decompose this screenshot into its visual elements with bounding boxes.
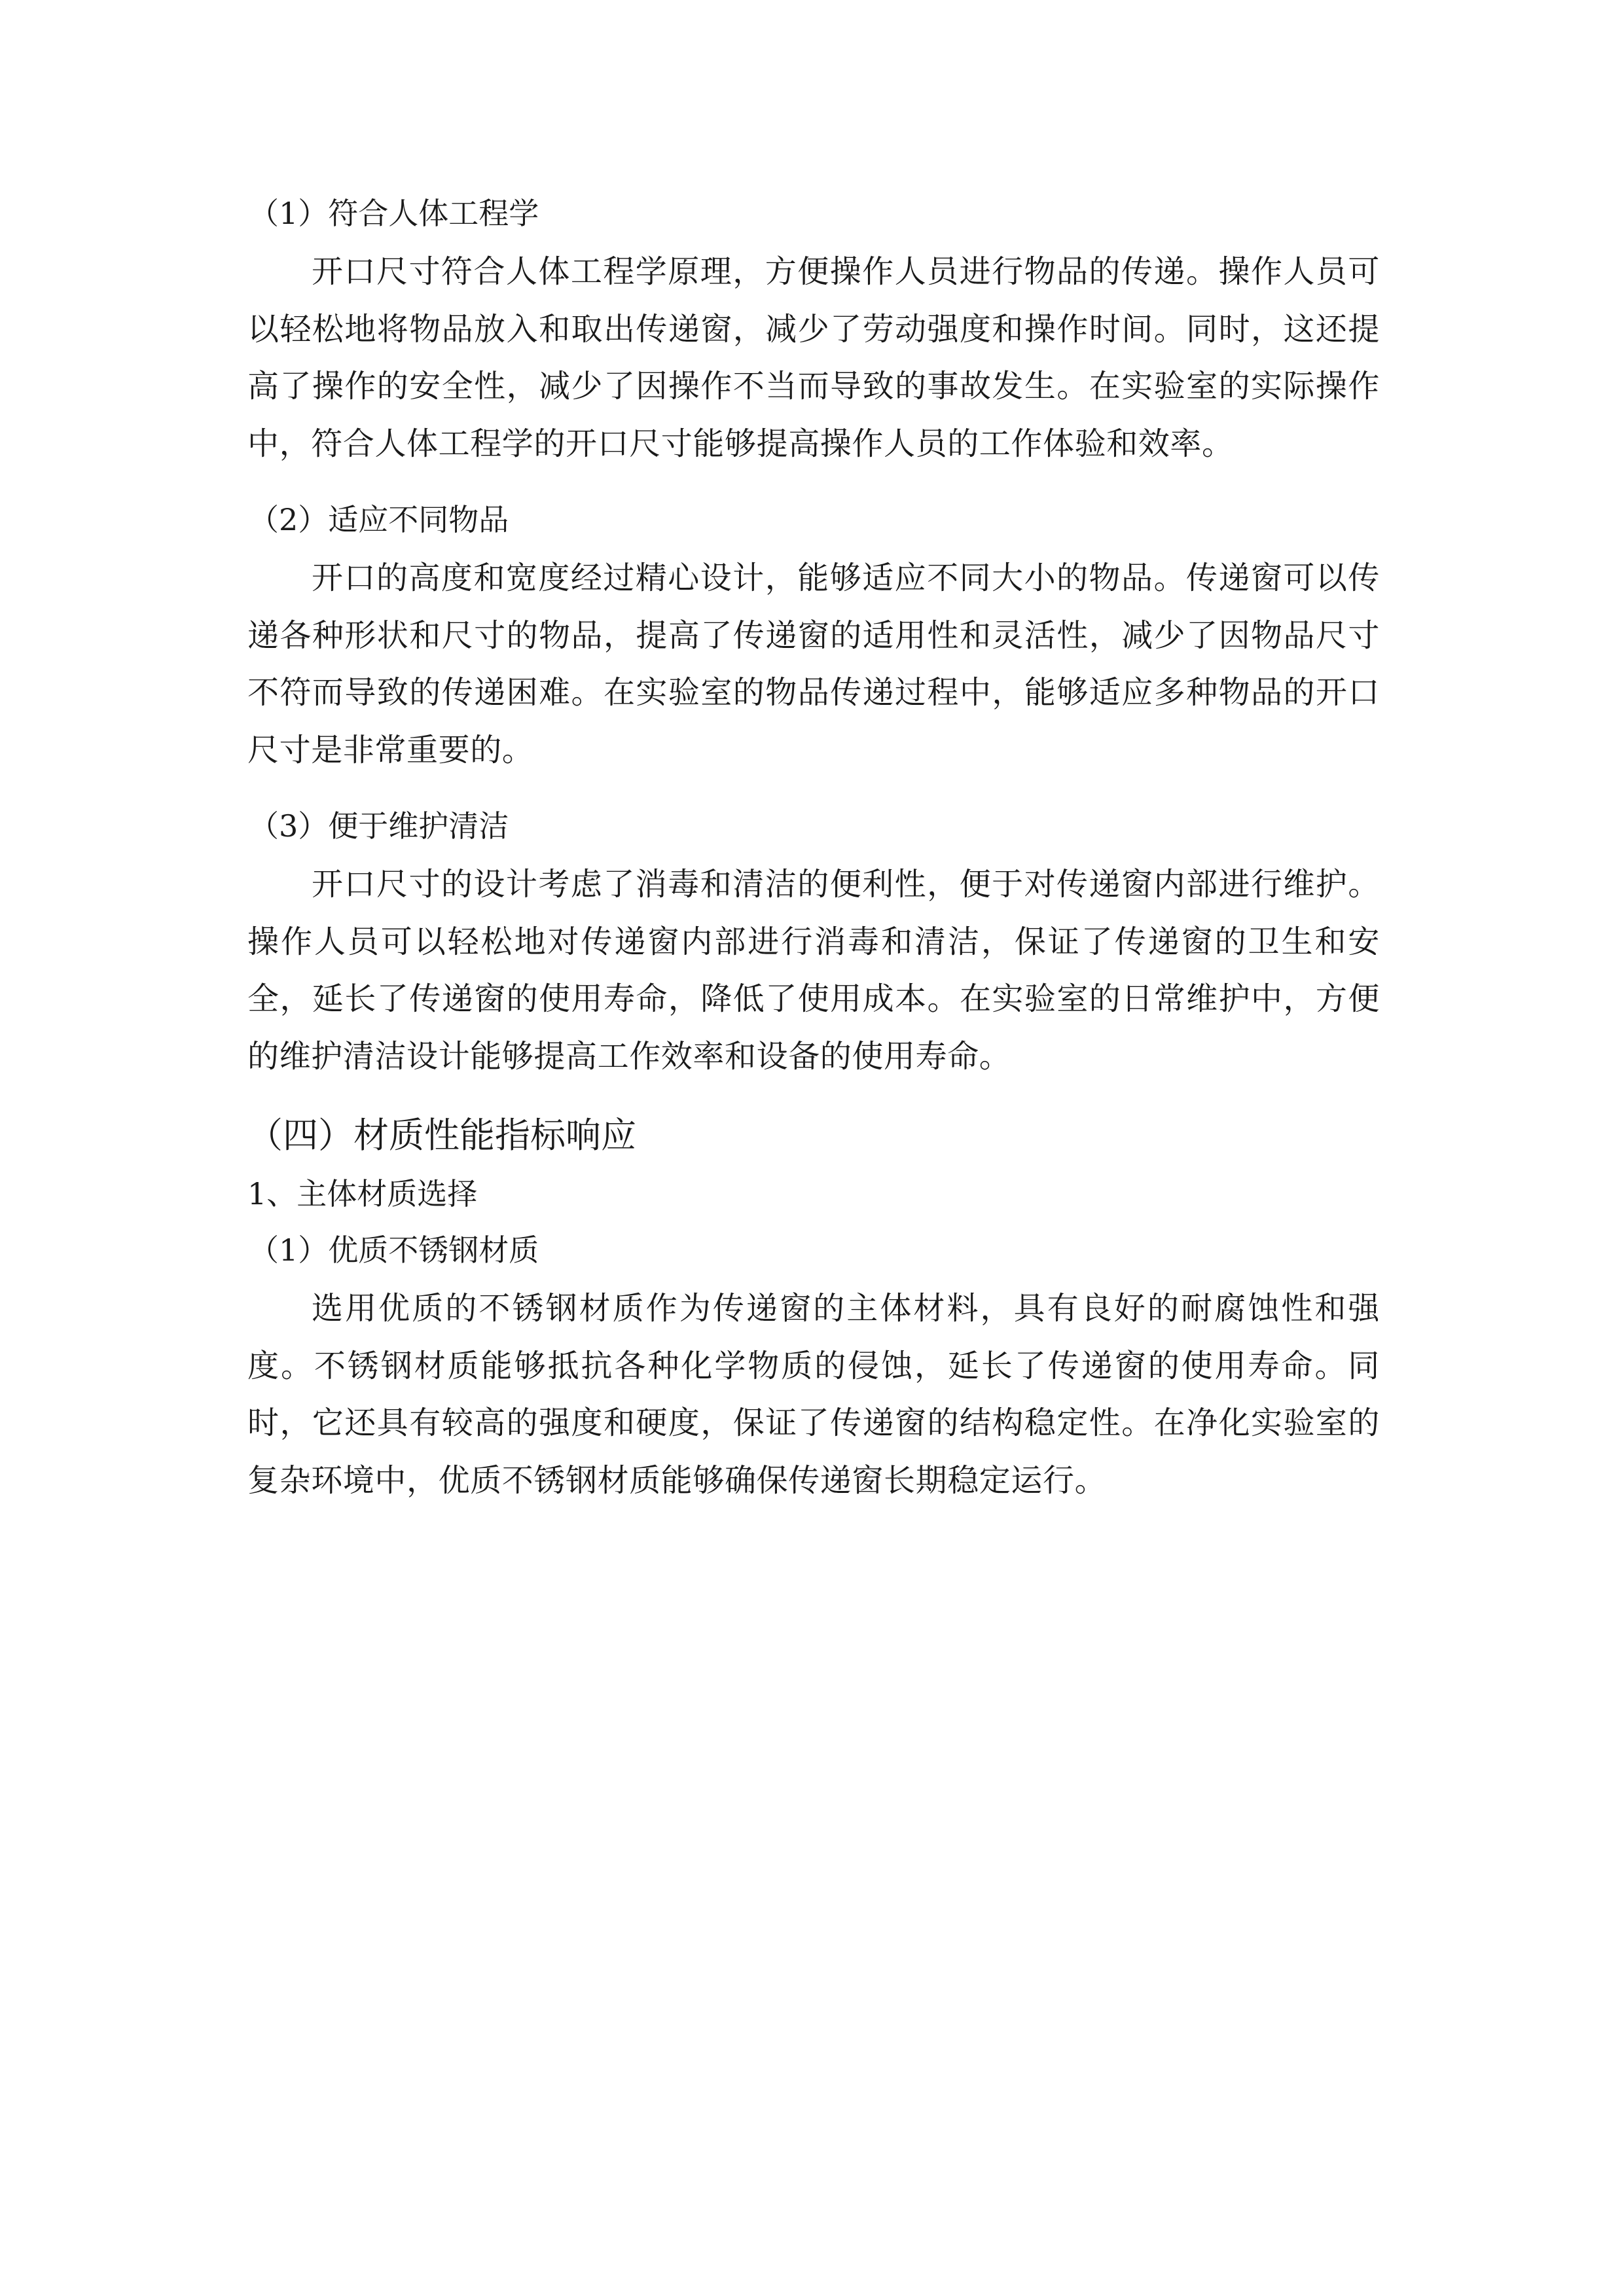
section-heading-material: （四）材质性能指标响应 [247, 1115, 636, 1156]
heading-ergonomics: （1）符合人体工程学 [249, 196, 539, 231]
heading-adapt-items: （2）适应不同物品 [249, 502, 509, 537]
para-maintenance: 开口尺寸的设计考虑了消毒和清洁的便利性，便于对传递窗内部进行维护。操作人员可以轻松地对传递窗内部进行消毒和清洁，保证了传递窗的卫生和安全，延长了传递窗的使用寿命，降低了使用成本。在实验室的日常维护中，方便的维护清洁设计能够提高工作效率和设备的使用寿命。 [247, 866, 1380, 1075]
para-stainless-steel: 选用优质的不锈钢材质作为传递窗的主体材料，具有良好的耐腐蚀性和强度。不锈钢材质能够抵抗各种化学物质的侵蚀，延长了传递窗的使用寿命。同时，它还具有较高的强度和硬度，保证了传递窗的结构稳定性。在净化实验室的复杂环境中，优质不锈钢材质能够确保传递窗长期稳定运行。 [247, 1290, 1380, 1499]
heading-stainless-steel: （1）优质不锈钢材质 [249, 1232, 539, 1268]
list-heading-main-material: 1、主体材质选择 [247, 1176, 478, 1211]
para-adapt-items: 开口的高度和宽度经过精心设计，能够适应不同大小的物品。传递窗可以传递各种形状和尺寸的物品，提高了传递窗的适用性和灵活性，减少了因物品尺寸不符而导致的传递困难。在实验室的物品传递过程中，能够适应多种物品的开口尺寸是非常重要的。 [247, 560, 1380, 768]
heading-maintenance: （3）便于维护清洁 [249, 808, 509, 844]
document-body [247, 188, 1380, 1532]
para-ergonomics: 开口尺寸符合人体工程学原理，方便操作人员进行物品的传递。操作人员可以轻松地将物品放入和取出传递窗，减少了劳动强度和操作时间。同时，这还提高了操作的安全性，减少了因操作不当而导致的事故发生。在实验室的实际操作中，符合人体工程学的开口尺寸能够提高操作人员的工作体验和效率。 [247, 253, 1380, 462]
